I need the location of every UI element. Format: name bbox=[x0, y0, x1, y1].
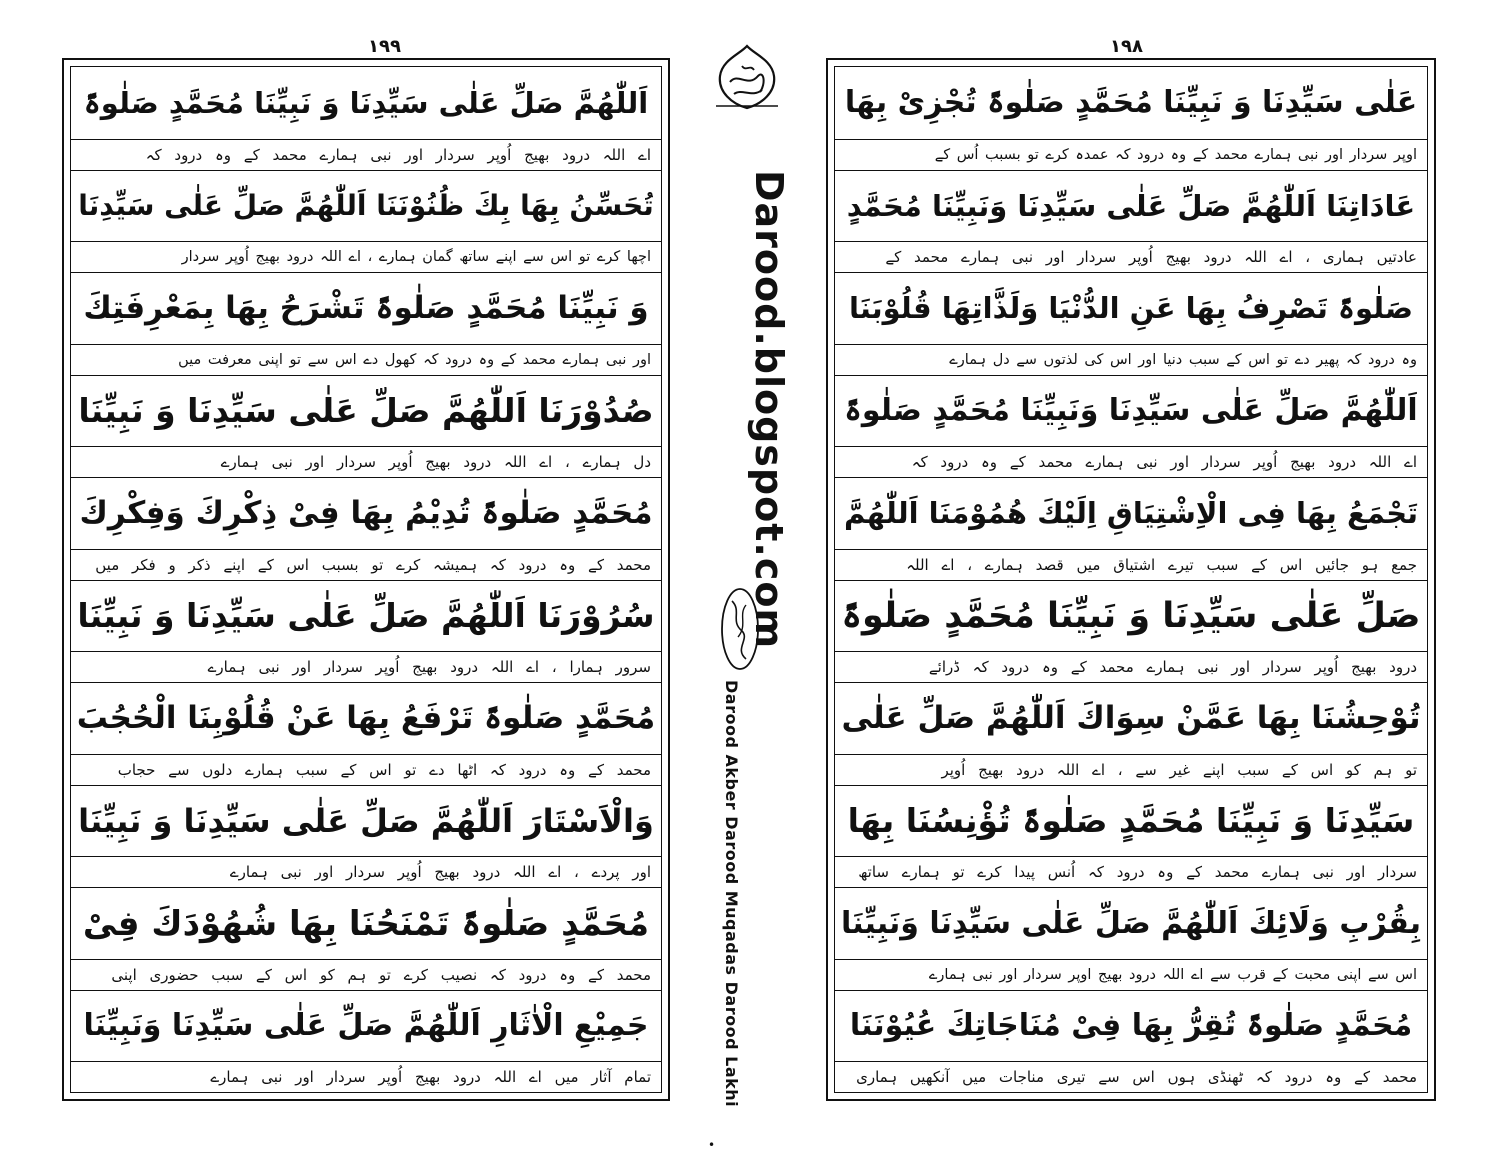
text-row bbox=[71, 170, 661, 273]
arabic-verse-line: صَلِّ عَلٰی سَیِّدِنَا وَ نَبِیِّنَا مُحَمَّدٍ صَلٰوۃً bbox=[835, 580, 1427, 652]
urdu-translation-line: اور نبی ہمارے محمد کے وہ درود کہ کھول دے اس سے تو اپنی معرفت میں bbox=[71, 344, 661, 375]
arabic-verse-line: عَادَاتِنَا اَللّٰھُمَّ صَلِّ عَلٰی سَیِّدِنَا وَنَبِیِّنَا مُحَمَّدٍ bbox=[835, 170, 1427, 242]
text-row bbox=[835, 682, 1427, 785]
arabic-verse-line: مُحَمَّدٍ صَلٰوۃً تَرْفَعُ بِھَا عَنْ قُلُوْبِنَا الْحُجُبَ bbox=[71, 682, 661, 754]
arabic-verse-line: وَ نَبِیِّنَا مُحَمَّدٍ صَلٰوۃً تَشْرَحُ بِھَا بِمَعْرِفَتِكَ bbox=[71, 272, 661, 344]
urdu-translation-line: محمد کے وہ درود کہ نصیب کرے تو ہم کو اس کے سبب حضوری اپنی bbox=[71, 959, 661, 990]
arabic-verse-line: مُحَمَّدٍ صَلٰوۃً تُقِرُّ بِھَا فِیْ مُنَاجَاتِكَ عُیُوْنَنَا bbox=[835, 990, 1427, 1062]
urdu-translation-line: اے اللہ درود بھیج اُوپر سردار اور نبی ہمارے محمد کے وہ درود کہ bbox=[835, 446, 1427, 477]
text-row bbox=[71, 785, 661, 888]
arabic-verse-line: بِقُرْبِ وَلَائِكَ اَللّٰھُمَّ صَلِّ عَلٰی سَیِّدِنَا وَنَبِیِّنَا bbox=[835, 887, 1427, 959]
left-page bbox=[62, 58, 670, 1101]
urdu-translation-line: محمد کے وہ درود کہ ٹھنڈی ہوں اس سے تیری مناجات میں آنکھیں ہماری bbox=[835, 1061, 1427, 1092]
arabic-verse-line: صُدُوْرَنَا اَللّٰھُمَّ صَلِّ عَلٰی سَیِّدِنَا وَ نَبِیِّنَا bbox=[71, 375, 661, 447]
text-row bbox=[71, 375, 661, 478]
urdu-translation-line: وہ درود کہ پھیر دے تو اس کے سبب دنیا اور اس کی لذتوں سے دل ہمارے bbox=[835, 344, 1427, 375]
urdu-translation-line: سردار اور نبی ہمارے محمد کے وہ درود کہ اُنس پیدا کرے تو ہمارے ساتھ bbox=[835, 856, 1427, 887]
urdu-translation-line: محمد کے وہ درود کہ ہمیشہ کرے تو بسبب اس کے اپنے ذکر و فکر میں bbox=[71, 549, 661, 580]
text-row bbox=[71, 67, 661, 170]
arabic-verse-line: مُحَمَّدٍ صَلٰوۃً تُدِیْمُ بِھَا فِیْ ذِكْرِكَ وَفِكْرِكَ bbox=[71, 477, 661, 549]
urdu-translation-line: محمد کے وہ درود کہ اٹھا دے تو اس کے سبب ہمارے دلوں سے حجاب bbox=[71, 754, 661, 785]
text-row bbox=[835, 67, 1427, 170]
right-page-number: ١٩٨ bbox=[1110, 36, 1143, 57]
text-row bbox=[835, 477, 1427, 580]
arabic-verse-line: تُحَسِّنُ بِھَا بِكَ ظُنُوْنَنَا اَللّٰھُمَّ صَلِّ عَلٰی سَیِّدِنَا bbox=[71, 170, 661, 242]
calligraphy-emblem-icon bbox=[712, 42, 782, 118]
text-row bbox=[71, 477, 661, 580]
arabic-verse-line: جَمِیْعِ الْاٰثَارِ اَللّٰھُمَّ صَلِّ عَلٰی سَیِّدِنَا وَنَبِیِّنَا bbox=[71, 990, 661, 1062]
text-row bbox=[835, 990, 1427, 1093]
arabic-verse-line: اَللّٰھُمَّ صَلِّ عَلٰی سَیِّدِنَا وَ نَبِیِّنَا مُحَمَّدٍ صَلٰوۃً bbox=[83, 85, 649, 120]
right-page bbox=[826, 58, 1436, 1101]
text-row bbox=[835, 170, 1427, 273]
arabic-verse-line: مُحَمَّدٍ صَلٰوۃً تَمْنَحُنَا بِھَا شُھُوْدَكَ فِیْ bbox=[71, 887, 661, 959]
text-row bbox=[835, 375, 1427, 478]
arabic-verse-line: صَلٰوۃً تَصْرِفُ بِھَا عَنِ الدُّنْیَا وَلَذَّاتِھَا قُلُوْبَنَا bbox=[835, 272, 1427, 344]
urdu-translation-line: سرور ہمارا ، اے اللہ درود بھیج اُوپر سردار اور نبی ہمارے bbox=[71, 651, 661, 682]
left-page-number: ١٩٩ bbox=[368, 36, 401, 57]
urdu-translation-line: درود بھیج اُوپر سردار اور نبی ہمارے محمد کے وہ درود کہ ڈرائے bbox=[835, 651, 1427, 682]
arabic-verse-line: وَالْاَسْتَارَ اَللّٰھُمَّ صَلِّ عَلٰی سَیِّدِنَا وَ نَبِیِّنَا bbox=[71, 785, 661, 857]
spine bbox=[690, 40, 810, 1152]
gutter-mark: • bbox=[708, 1138, 716, 1152]
arabic-verse-line: سَیِّدِنَا وَ نَبِیِّنَا مُحَمَّدٍ صَلٰوۃً تُؤْنِسُنَا بِھَا bbox=[835, 785, 1427, 857]
text-row bbox=[835, 785, 1427, 888]
urdu-translation-line: جمع ہو جائیں اس کے سبب تیرے اشتیاق میں قصد ہمارے ، اے اللہ bbox=[835, 549, 1427, 580]
urdu-translation-line: تو ہم کو اس کے سبب اپنے غیر سے ، اے اللہ درود بھیج اُوپر bbox=[835, 754, 1427, 785]
arabic-verse-line: سُرُوْرَنَا اَللّٰھُمَّ صَلِّ عَلٰی سَیِّدِنَا وَ نَبِیِّنَا bbox=[71, 580, 661, 652]
text-row bbox=[835, 272, 1427, 375]
arabic-verse-line: اَللّٰھُمَّ صَلِّ عَلٰی سَیِّدِنَا وَنَبِیِّنَا مُحَمَّدٍ صَلٰوۃً bbox=[835, 375, 1427, 447]
text-row bbox=[71, 272, 661, 375]
text-row bbox=[71, 580, 661, 683]
text-row bbox=[835, 580, 1427, 683]
urdu-translation-line: تمام آثار میں اے اللہ درود بھیج اُوپر سردار اور نبی ہمارے bbox=[71, 1061, 661, 1092]
text-row bbox=[835, 887, 1427, 990]
urdu-translation-line: اچھا کرے تو اس سے اپنے ساتھ گمان ہمارے ، اے اللہ درود بھیج اُوپر سردار bbox=[71, 241, 661, 272]
text-row bbox=[71, 887, 661, 990]
urdu-translation-line: اور پردے ، اے اللہ درود بھیج اُوپر سردار اور نبی ہمارے bbox=[71, 856, 661, 887]
urdu-translation-line: اے اللہ درود بھیج اُوپر سردار اور نبی ہمارے محمد کے وہ درود کہ bbox=[71, 139, 661, 170]
urdu-translation-line: عادتیں ہماری ، اے اللہ درود بھیج اُوپر سردار اور نبی ہمارے محمد کے bbox=[835, 241, 1427, 272]
book-subtitle: Darood Akber Darood Muqadas Darood Lakhi bbox=[722, 680, 741, 1108]
arabic-verse-line: تَجْمَعُ بِھَا فِی الْاِشْتِیَاقِ اِلَیْكَ ھُمُوْمَنَا اَللّٰھُمَّ bbox=[835, 477, 1427, 549]
arabic-verse-line: تُوْحِشُنَا بِھَا عَمَّنْ سِوَاكَ اَللّٰھُمَّ صَلِّ عَلٰی bbox=[835, 682, 1427, 754]
urdu-translation-line: اوپر سردار اور نبی ہمارے محمد کے وہ درود کہ عمدہ کرے تو بسبب اُس کے bbox=[835, 139, 1427, 170]
urdu-translation-line: دل ہمارے ، اے اللہ درود بھیج اُوپر سردار اور نبی ہمارے bbox=[71, 446, 661, 477]
bismillah-seal-icon bbox=[718, 585, 762, 677]
arabic-verse-line: عَلٰی سَیِّدِنَا وَ نَبِیِّنَا مُحَمَّدٍ صَلٰوۃً تُجْزِیْ بِھَا bbox=[844, 85, 1418, 121]
site-url-watermark: Darood.blogspot.com bbox=[747, 170, 791, 650]
urdu-translation-line: اس سے اپنی محبت کے قرب سے اے اللہ درود بھیج اوپر سردار اور نبی ہمارے bbox=[835, 959, 1427, 990]
text-row bbox=[71, 682, 661, 785]
text-row bbox=[71, 990, 661, 1093]
